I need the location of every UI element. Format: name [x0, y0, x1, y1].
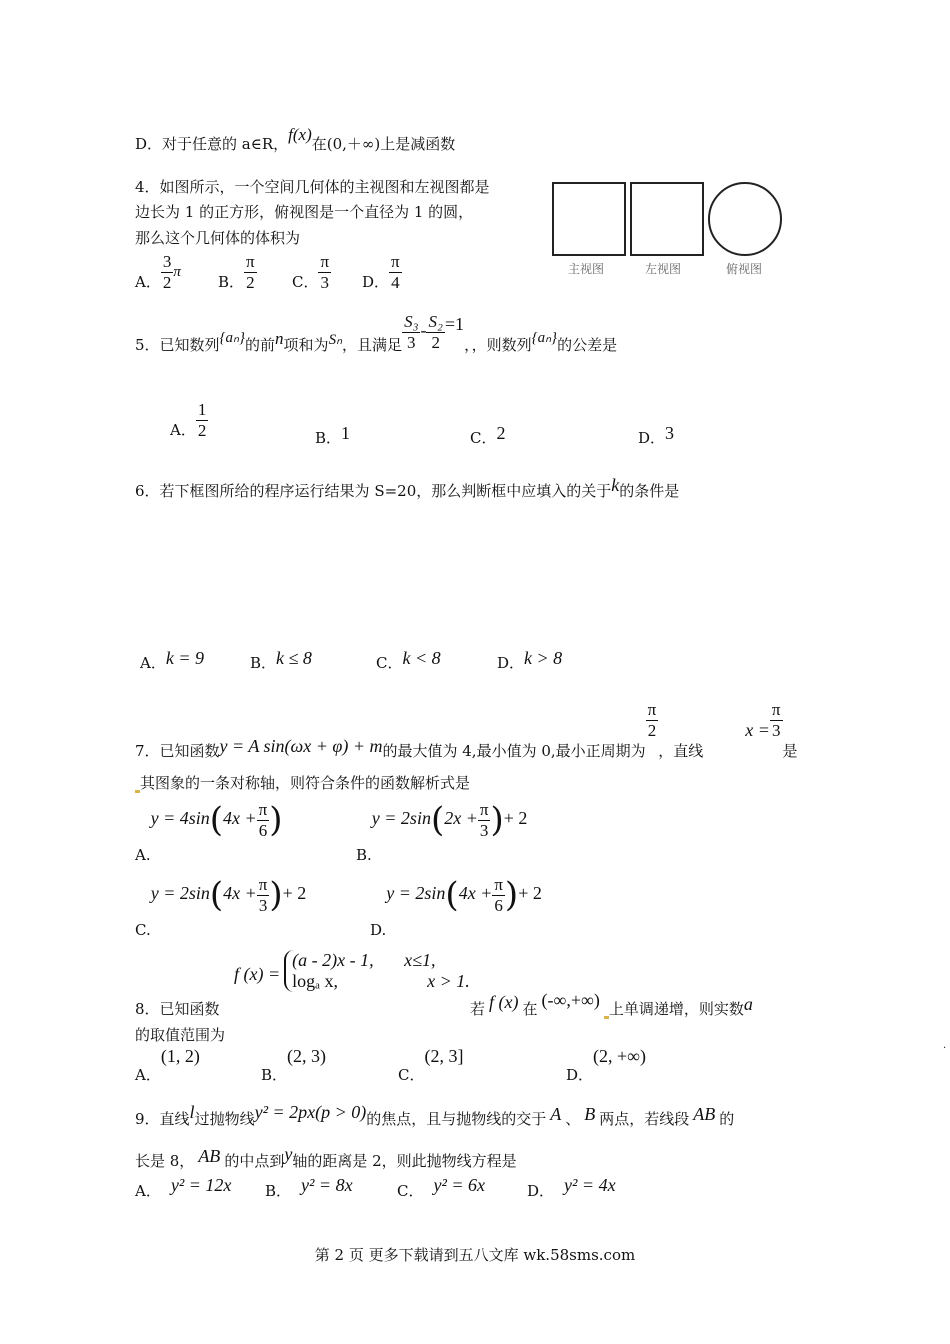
q7-stem-line2: 其图象的一条对称轴，则符合条件的函数解析式是	[135, 772, 470, 793]
q7-option-d: D.y = 2sin(4x + $\frac{\pi}{6}$ )+ 2	[370, 875, 542, 940]
q6-stem: 6．若下框图所给的程序运行结果为 S=20，那么判断框中应填入的关于k的条件是	[135, 475, 680, 500]
q4-option-c: C． $\frac{\pi}{3}$	[292, 252, 330, 292]
q7-stem: 7．已知函数y = A sin(ωx + φ) + m的最大值为 4,最小值为 0,最小正周期为 $\frac{\pi}{2}$ ，直线x = $\frac{\pi}{3}$ 是	[135, 700, 798, 761]
q8-option-d: D．(2, +∞)	[566, 1046, 647, 1084]
q8-option-a: A．(1, 2)	[135, 1046, 200, 1084]
q9-option-a: A． y² = 12x	[135, 1175, 232, 1200]
q8-option-b: B．(2, 3)	[261, 1046, 327, 1084]
q9-stem: 9．直线l过抛物线y² = 2px(p > 0)的焦点，且与抛物线的交于 A 、 B 两点，若线段 AB 的	[135, 1102, 735, 1128]
q6-option-d: D．k > 8	[497, 648, 563, 672]
q6-option-a: A．k = 9	[140, 648, 204, 672]
q4-option-a: A． $\frac{3}{2}$ π	[135, 252, 181, 292]
top-view-circle	[708, 182, 782, 256]
left-view-label: 左视图	[645, 262, 682, 276]
q5-stem: 5．已知数列{aₙ}的前n项和为Sₙ，且满足 $\frac{\text{S₃}}{3}$ - $\frac{\text{S₂}}{2}$ =1，，则数列{aₙ}的公差是	[135, 312, 618, 355]
q5-option-d: D．3	[638, 423, 675, 447]
left-view-square	[630, 182, 704, 256]
q7-option-c: C.y = 2sin(4x + $\frac{\pi}{3}$ )+ 2	[135, 875, 307, 940]
q5-option-b: B．1	[315, 423, 351, 447]
page-footer: 第 2 页 更多下载请到五八文库 wk.58sms.com	[314, 1246, 636, 1264]
q4-stem-line3: 那么这个几何体的体积为	[135, 229, 301, 247]
q9-option-d: D． y² = 4x	[527, 1175, 616, 1200]
q9-option-c: C． y² = 6x	[397, 1175, 486, 1200]
q4-stem-line1: 4．如图所示，一个空间几何体的主视图和左视图都是	[135, 178, 490, 196]
q8-piecewise: f (x) =(a - 2)x - 1, x≤1, logₐ x, x > 1.	[234, 950, 470, 991]
q4-stem-line2: 边长为 1 的正方形，俯视图是一个直径为 1 的圆，	[135, 203, 474, 221]
q4-option-d: D． $\frac{\pi}{4}$	[362, 252, 400, 292]
q8-option-c: C．(2, 3]	[398, 1046, 464, 1084]
q7-option-b: B.y = 2sin(2x + $\frac{\pi}{3}$ )+ 2	[356, 800, 528, 865]
front-view-label: 主视图	[568, 262, 605, 276]
q6-option-c: C．k < 8	[376, 648, 441, 672]
three-views-figure	[552, 180, 792, 280]
option-d-line: D．对于任意的 a∈R，f(x)在(0,＋∞)上是减函数	[135, 125, 456, 153]
q8-stem-tail: 若 f (x) 在 (-∞,+∞) 上单调递增，则实数a	[470, 990, 753, 1018]
q8-stem: 8．已知函数	[135, 1000, 220, 1018]
front-view-square	[552, 182, 626, 256]
q9-stem-line2: 长是 8， AB 的中点到y轴的距离是 2，则此抛物线方程是	[135, 1144, 517, 1170]
q8-stem-line2: 的取值范围为	[135, 1026, 226, 1044]
top-view-label: 俯视图	[726, 262, 763, 276]
q4-option-b: B． $\frac{\pi}{2}$	[218, 252, 255, 292]
q5-option-c: C．2	[470, 423, 506, 447]
q7-option-a: A.y = 4sin(4x + $\frac{\pi}{6}$ )	[135, 800, 283, 865]
q9-option-b: B． y² = 8x	[265, 1175, 353, 1200]
q5-option-a: A． $\frac{1}{2}$	[170, 400, 207, 440]
q6-option-b: B．k ≤ 8	[250, 648, 312, 672]
stray-dot: .	[943, 1040, 947, 1051]
